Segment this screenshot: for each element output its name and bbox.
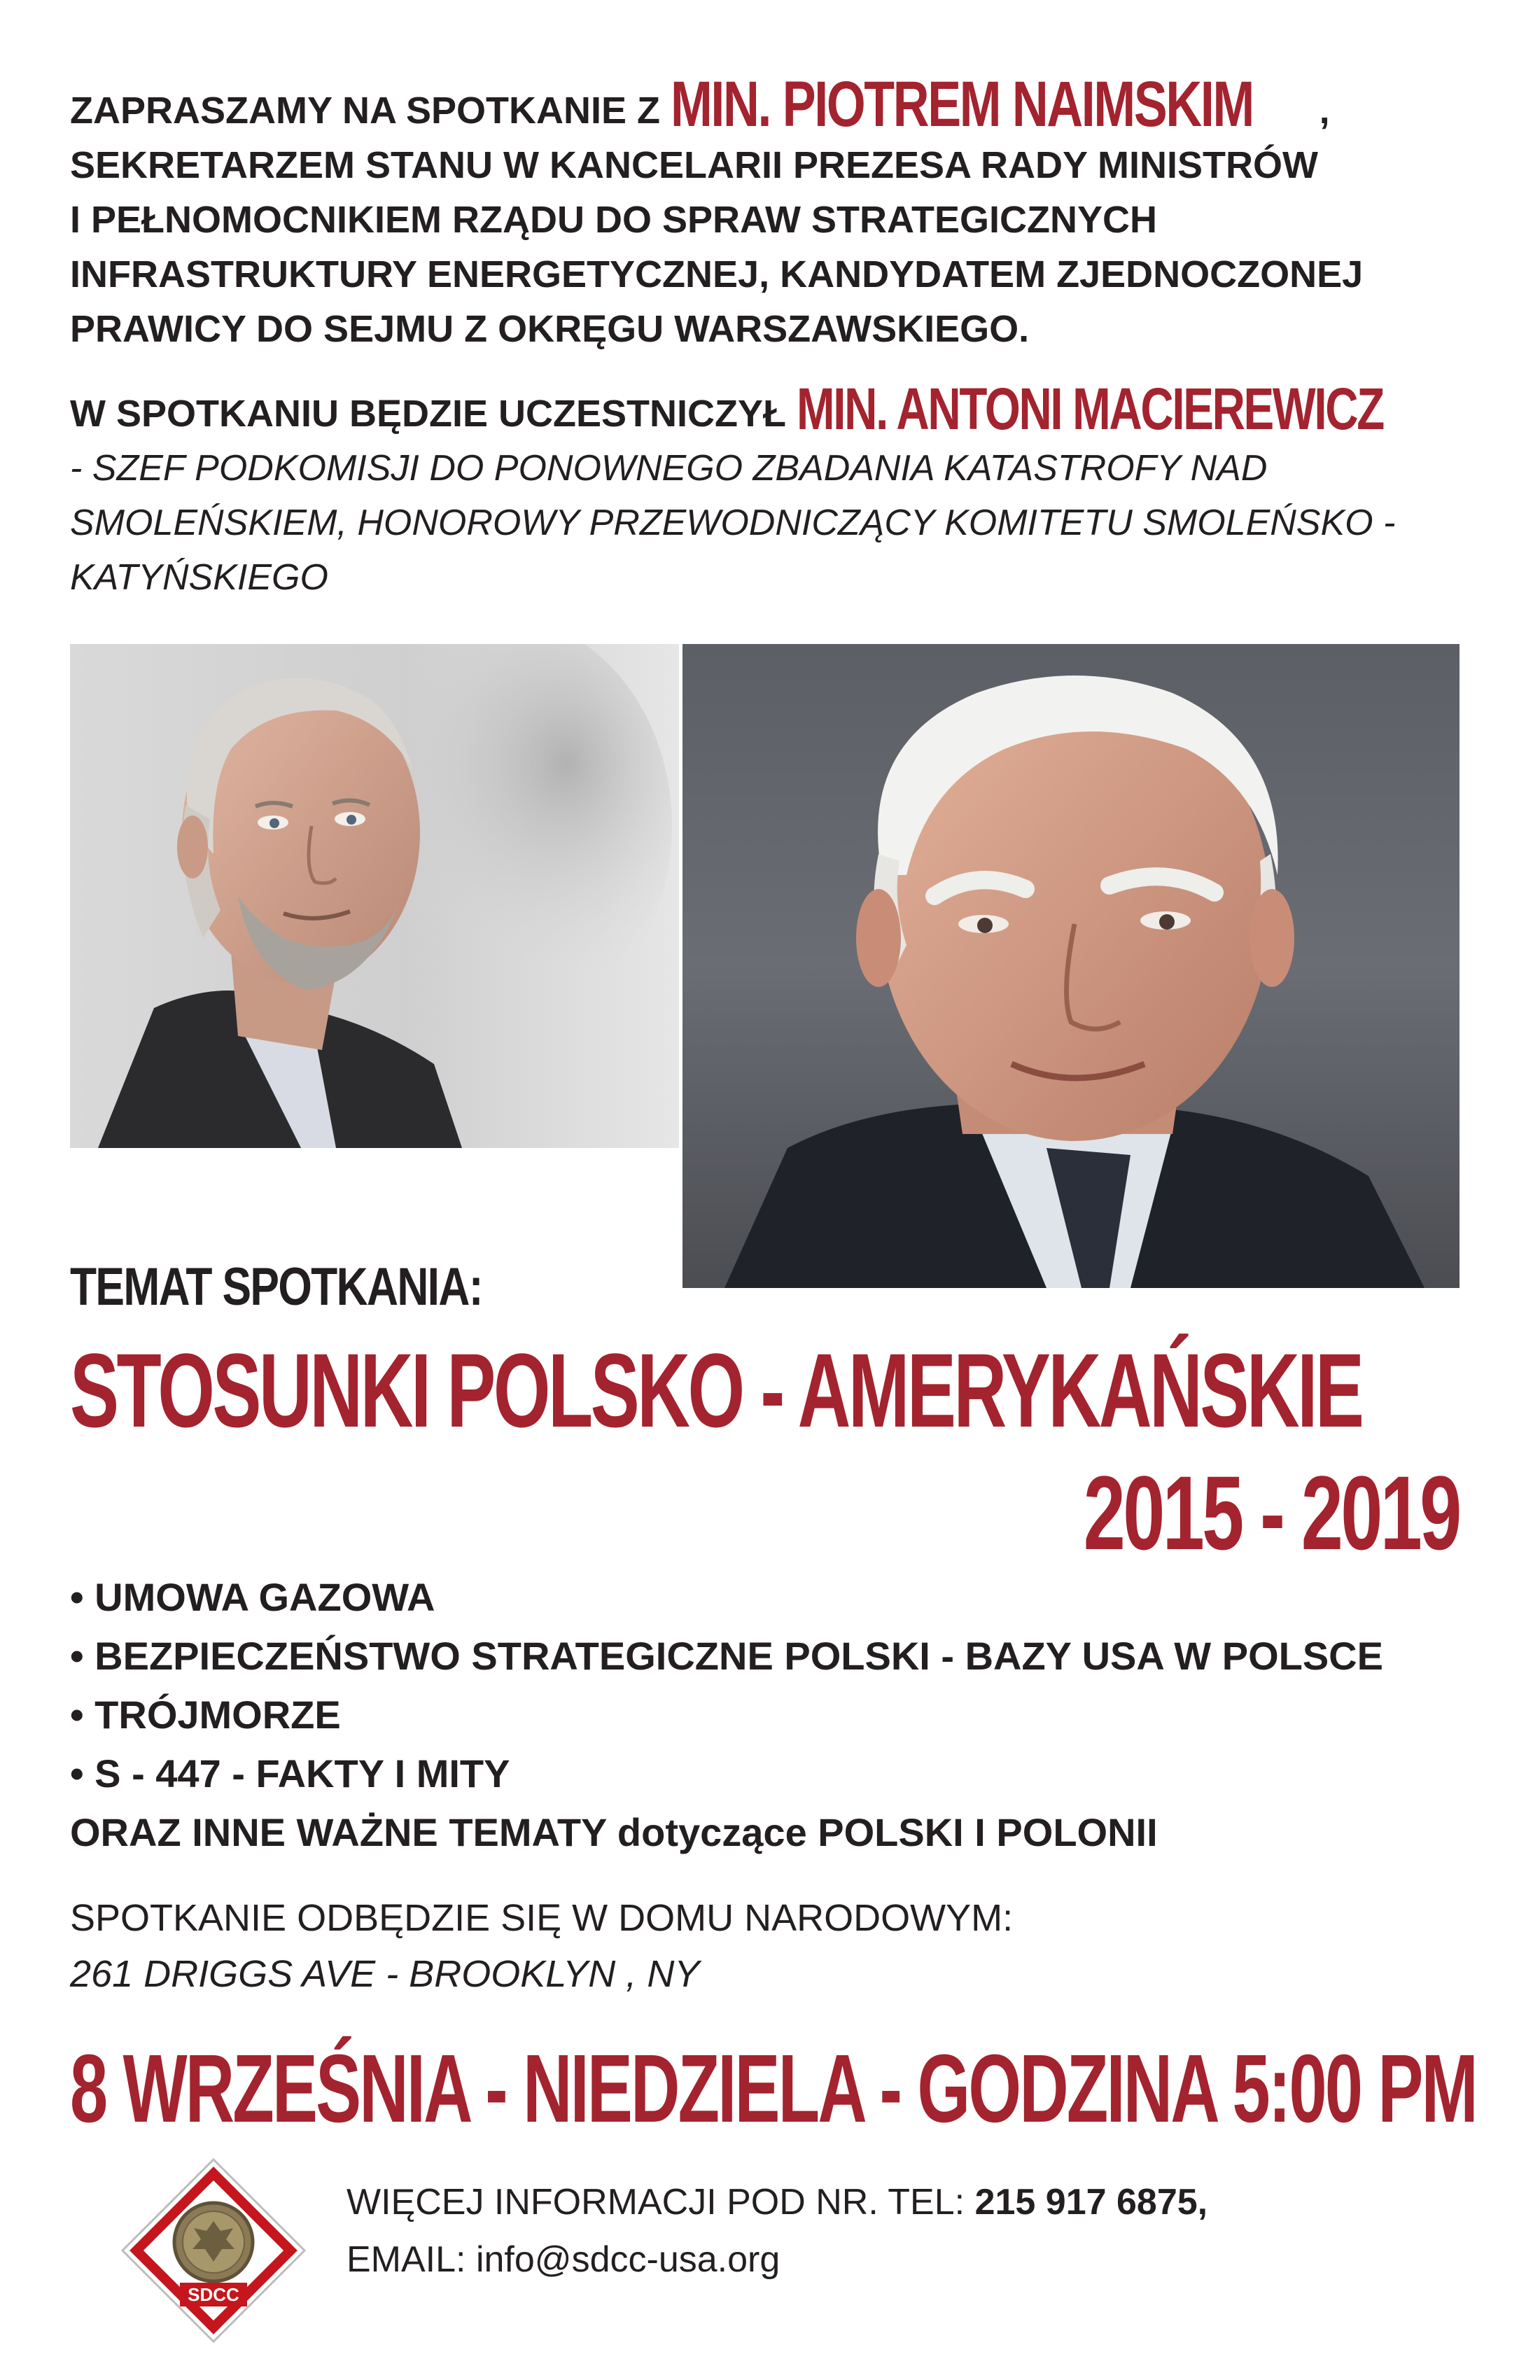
guest-block: [70, 376, 1470, 605]
topic-label: TEMAT SPOTKANIA:: [70, 1257, 482, 1317]
guest-line: [70, 376, 1470, 442]
portrait-right-illustration: [682, 644, 1460, 1288]
intro-line-4: INFRASTRUKTURY ENERGETYCZNEJ, KANDYDATEM ZJEDNOCZONEJ: [70, 253, 1364, 295]
list-item: • BEZPIECZEŃSTWO STRATEGICZNE POLSKI - BAZY USA W POLSCE: [70, 1634, 1383, 1678]
logo-text: SDCC: [188, 2284, 239, 2305]
venue-line: SPOTKANIE ODBĘDZIE SIĘ W DOMU NARODOWYM:: [70, 1897, 1014, 1939]
list-item: • S - 447 - FAKTY I MITY: [70, 1751, 510, 1795]
intro-block: [70, 69, 1470, 356]
intro-line-2: SEKRETARZEM STANU W KANCELARII PREZESA RADY MINISTRÓW: [70, 144, 1319, 186]
event-date: 8 WRZEŚNIA - NIEDZIELA - GODZINA 5:00 PM: [70, 2035, 1476, 2143]
portrait-photo-left: [70, 644, 679, 1148]
phone-number[interactable]: 215 917 6875,: [974, 2182, 1208, 2222]
intro-line-1: [70, 69, 1470, 140]
guest-desc-1: - SZEF PODKOMISJI DO PONOWNEGO ZBADANIA KATASTROFY NAD: [70, 448, 1268, 489]
intro-line-3: I PEŁNOMOCNIKIEM RZĄDU DO SPRAW STRATEGICZNYCH: [70, 199, 1158, 241]
other-topics: ORAZ INNE WAŻNE TEMATY dotyczące POLSKI I POLONII: [70, 1810, 1158, 1854]
guest1-name: MIN. PIOTREM NAIMSKIM: [671, 69, 1253, 140]
contact-block: [346, 2174, 1208, 2288]
eagle-emblem-icon: [115, 2152, 312, 2348]
phone-label: WIĘCEJ INFORMACJI POD NR. TEL:: [346, 2182, 965, 2222]
portrait-photo-right: [682, 644, 1460, 1288]
phone-line: [346, 2174, 1208, 2231]
topic-title: STOSUNKI POLSKO - AMERYKAŃSKIE: [70, 1331, 1362, 1449]
email-label: EMAIL:: [346, 2239, 466, 2280]
portrait-left-illustration: [70, 644, 679, 1148]
venue-block: [70, 1890, 1013, 2002]
venue-address: 261 DRIGGS AVE - BROOKLYN , NY: [70, 1953, 700, 1995]
list-item: • TRÓJMORZE: [70, 1693, 341, 1737]
intro-comma: ,: [1319, 90, 1330, 132]
topics-list: [70, 1568, 1470, 1862]
guest2-name: MIN. ANTONI MACIEREWICZ: [797, 376, 1383, 442]
intro-prefix: ZAPRASZAMY NA SPOTKANIE Z: [70, 90, 661, 132]
email-address[interactable]: info@sdcc-usa.org: [475, 2239, 780, 2280]
guest-prefix: W SPOTKANIU BĘDZIE UCZESTNICZYŁ: [70, 393, 786, 435]
guest-desc-2: SMOLEŃSKIEM, HONOROWY PRZEWODNICZĄCY KOMITETU SMOLEŃSKO -: [70, 503, 1396, 543]
intro-line-5: PRAWICY DO SEJMU Z OKRĘGU WARSZAWSKIEGO.: [70, 308, 1030, 350]
sdcc-logo: [115, 2152, 312, 2348]
email-line: [346, 2231, 1208, 2288]
list-item: • UMOWA GAZOWA: [70, 1575, 435, 1619]
guest-desc-3: KATYŃSKIEGO: [70, 557, 328, 598]
topic-years: 2015 - 2019: [1084, 1454, 1460, 1572]
